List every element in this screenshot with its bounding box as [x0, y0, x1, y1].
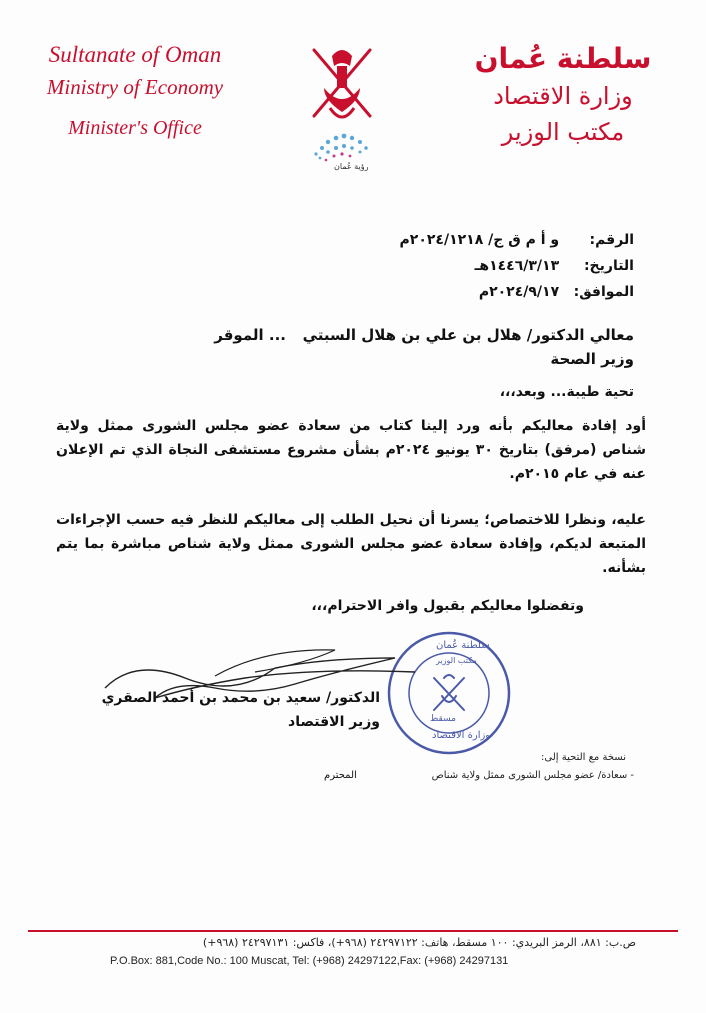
- oman-emblem-icon: [306, 38, 378, 134]
- addressee-name: معالي الدكتور/ هلال بن علي بن هلال السبتي: [302, 326, 634, 344]
- ar-country: سلطنة عُمان: [474, 42, 652, 75]
- ref-corresponding-row: [479, 284, 634, 300]
- copy-recipient: - سعادة/ عضو مجلس الشورى ممثل ولاية شناص: [431, 770, 634, 781]
- ref-date-value: ١٤٤٦/٣/١٣هـ: [474, 258, 560, 274]
- en-office: Minister's Office: [68, 117, 202, 139]
- paragraph-2: عليه، ونظرا للاختصاص؛ يسرنا أن نحيل الطلب إلى معاليكم للنظر فيه حسب الإجراءات المتبعة لديكم، وإفادة سعادة عضو مجلس الشورى ممثل ولاية شناص مباشرة بما يتم بشأنه.: [56, 512, 646, 576]
- stamp-city: مسقط: [430, 714, 456, 724]
- ar-office: مكتب الوزير: [501, 118, 625, 146]
- copy-honorific: المحترم: [324, 770, 357, 781]
- footer-divider: [28, 930, 678, 932]
- ref-corresponding-label: الموافق:: [573, 284, 634, 300]
- stamp-inner: مكتب الوزير: [436, 656, 477, 665]
- footer-address-en: P.O.Box: 881,Code No.: 100 Muscat, Tel: (+968) 24297122,Fax: (+968) 24297131: [110, 955, 509, 967]
- arabic-letterhead: [448, 40, 678, 150]
- en-ministry: Ministry of Economy: [46, 75, 224, 99]
- english-letterhead: [20, 40, 250, 148]
- ref-number-value: و أ م ق ج/ ٢٠٢٤/١٢١٨م: [399, 232, 560, 248]
- paragraph-1: أود إفادة معاليكم بأنه ورد إلينا كتاب من سعادة عضو مجلس الشورى ممثل ولاية شناص (مرفق) بتاريخ ٣٠ يونيو ٢٠٢٤م بشأن مشروع مستشفى النجاة الذي تم الإعلان عنه في عام ٢٠١٥م.: [56, 418, 646, 482]
- vision-label: رؤية عُمان: [334, 162, 369, 171]
- ar-ministry: وزارة الاقتصاد: [493, 82, 633, 110]
- addressee-honorific: ... الموقر: [214, 326, 286, 344]
- ref-number-row: [400, 232, 634, 248]
- stamp-outer-top: سلطنة عُمان: [436, 640, 490, 651]
- ref-number-label: الرقم:: [589, 232, 634, 248]
- greeting: تحية طيبة... وبعد،،،: [499, 384, 634, 400]
- ref-date-row: [475, 258, 634, 274]
- addressee-title: وزير الصحة: [550, 350, 634, 368]
- copy-label: نسخة مع التحية إلى:: [541, 752, 626, 763]
- closing: وتفضلوا معاليكم بقبول وافر الاحترام،،،: [311, 598, 584, 614]
- stamp-outer-bottom: وزارة الاقتصاد: [432, 730, 491, 741]
- signatory-title: وزير الاقتصاد: [288, 714, 380, 730]
- ref-corresponding-value: ٢٠٢٤/٩/١٧م: [478, 284, 560, 300]
- signatory-name: الدكتور/ سعيد بن محمد بن أحمد الصقري: [101, 690, 380, 706]
- ref-date-label: التاريخ:: [583, 258, 634, 274]
- footer-address-ar: ص.ب: ٨٨١، الرمز البريدي: ١٠٠ مسقط، هاتف: ٢٤٢٩٧١٢٢ (٩٦٨+)، فاكس: ٢٤٢٩٧١٣١ (٩٦٨+): [202, 936, 636, 949]
- en-country: Sultanate of Oman: [48, 42, 222, 67]
